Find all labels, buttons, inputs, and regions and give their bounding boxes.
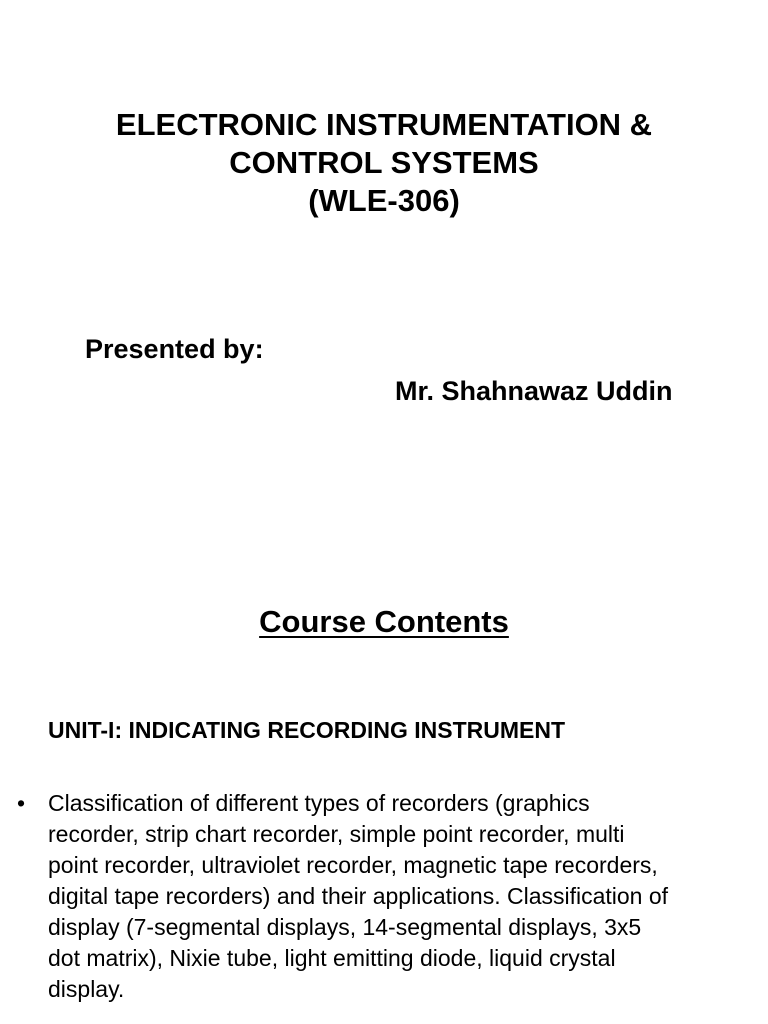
- presented-by-label: Presented by:: [85, 334, 264, 364]
- unit-heading: UNIT-I: INDICATING RECORDING INSTRUMENT: [48, 717, 566, 743]
- course-code: (WLE-306): [308, 183, 460, 218]
- course-title: [0, 106, 768, 220]
- list-item-text-line: display.: [48, 976, 125, 1002]
- list-item-text-line: display (7-segmental displays, 14-segmental displays, 3x5: [48, 914, 642, 940]
- course-contents-heading: Course Contents: [259, 604, 509, 639]
- list-item-text-line: digital tape recorders) and their applications. Classification of: [48, 883, 669, 909]
- list-item-text-line: point recorder, ultraviolet recorder, magnetic tape recorders,: [48, 852, 658, 878]
- course-title-line-2: CONTROL SYSTEMS: [229, 145, 539, 180]
- presenter-name: Mr. Shahnawaz Uddin: [395, 376, 673, 406]
- course-topic-list: [17, 788, 717, 1005]
- list-item: [17, 788, 717, 1005]
- course-title-line-1: ELECTRONIC INSTRUMENTATION &: [115, 107, 653, 142]
- list-item-text-line: Classification of different types of recorders (graphics: [48, 790, 590, 816]
- list-item-text-line: recorder, strip chart recorder, simple point recorder, multi: [48, 821, 625, 847]
- list-item-text-line: dot matrix), Nixie tube, light emitting diode, liquid crystal: [48, 945, 616, 971]
- bullet-icon: •: [17, 790, 26, 816]
